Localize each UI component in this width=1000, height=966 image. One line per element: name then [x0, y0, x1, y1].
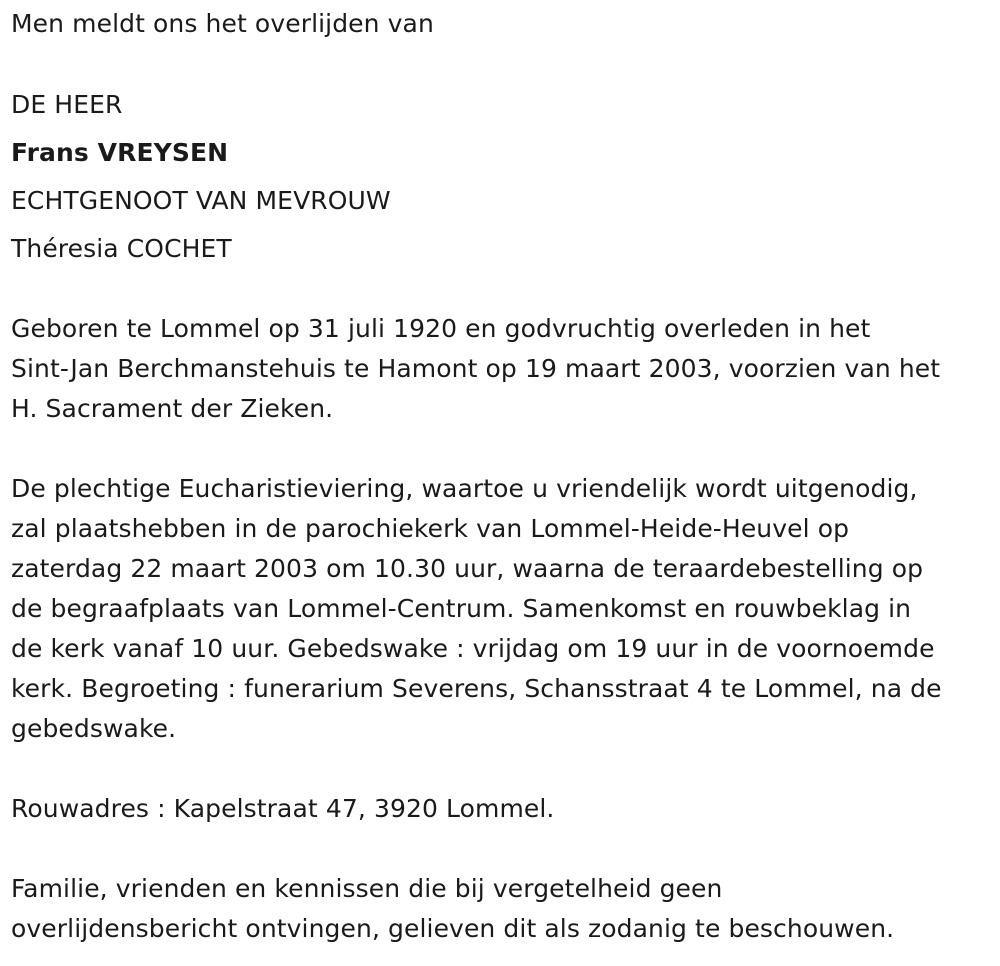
birth-line: Geboren te Lommel op 31 juli 1920 en godvruchtig overleden in het: [11, 314, 871, 343]
closing-line: overlijdensbericht ontvingen, gelieven dit als zodanig te beschouwen.: [11, 914, 895, 943]
deceased-name: Frans VREYSEN: [11, 138, 229, 167]
birth-line: Sint-Jan Berchmanstehuis te Hamont op 19 maart 2003, voorzien van het: [11, 354, 941, 383]
intro-text: Men meldt ons het overlijden van: [11, 9, 434, 38]
spouse-name: Théresia COCHET: [11, 234, 232, 263]
ceremony-line: gebedswake.: [11, 714, 177, 743]
birth-line: H. Sacrament der Zieken.: [11, 394, 334, 423]
ceremony-line: zal plaatshebben in de parochiekerk van Lommel-Heide-Heuvel op: [11, 514, 850, 543]
address-text: Rouwadres : Kapelstraat 47, 3920 Lommel.: [11, 794, 555, 823]
ceremony-line: de kerk vanaf 10 uur. Gebedswake : vrijdag om 19 uur in de voornoemde: [11, 634, 935, 663]
title-text: DE HEER: [11, 90, 123, 119]
ceremony-line: kerk. Begroeting : funerarium Severens, Schansstraat 4 te Lommel, na de: [11, 674, 942, 703]
ceremony-line: de begraafplaats van Lommel-Centrum. Samenkomst en rouwbeklag in: [11, 594, 912, 623]
ceremony-line: zaterdag 22 maart 2003 om 10.30 uur, waarna de teraardebestelling op: [11, 554, 924, 583]
spouse-label: ECHTGENOOT VAN MEVROUW: [11, 186, 391, 215]
ceremony-line: De plechtige Eucharistieviering, waartoe u vriendelijk wordt uitgenodig,: [11, 474, 918, 503]
closing-line: Familie, vrienden en kennissen die bij vergetelheid geen: [11, 874, 723, 903]
